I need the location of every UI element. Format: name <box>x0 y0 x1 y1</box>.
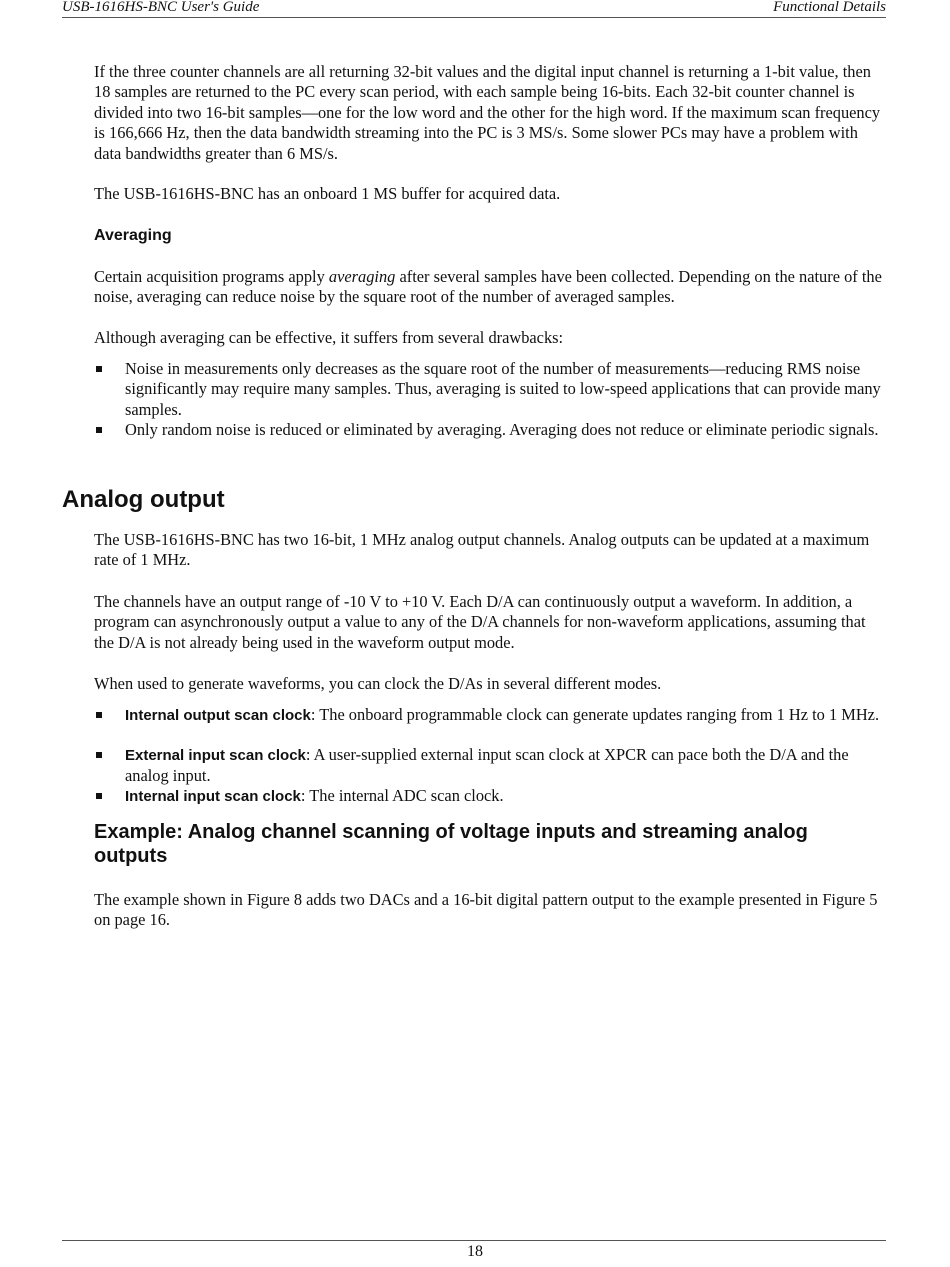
averaging-bullet-2 <box>125 420 885 440</box>
bullet-square-icon <box>96 427 102 433</box>
analog-output-bullet-3 <box>125 786 885 807</box>
analog-output-paragraph-2: The channels have an output range of -10 V to +10 V. Each D/A can continuously output a waveform. In addition, a program can asynchronously output a value to any of the D/A channels for non-waveform applications, assuming that the D/A is not already being used in the waveform output mode. <box>94 592 866 652</box>
header-section-title: Functional Details <box>773 0 886 15</box>
averaging-p1-text-b: after several samples have been collected. Depending on the nature of the noise, averaging can reduce noise by the square root of the number of averaged samples. <box>94 267 882 307</box>
analog-output-heading: Analog output <box>62 486 225 513</box>
averaging-bullet-1 <box>125 359 885 420</box>
bullet-square-icon <box>96 712 102 718</box>
footer-divider <box>62 1240 886 1241</box>
analog-output-bullet-3-term: Internal input scan clock <box>125 788 301 805</box>
bullet-square-icon <box>96 752 102 758</box>
intro-paragraph-1: If the three counter channels are all returning 32-bit values and the digital input channel is returning a 1-bit value, then 18 samples are returned to the PC every scan period, with each sample being 16-bits. Each 32-bit counter channel is divided into two 16-bit samples—one for the low word and the other for the high word. If the maximum scan frequency is 166,666 Hz, then the data bandwidth streaming into the PC is 3 MS/s. Some slower PCs may have a problem with data bandwidths greater than 6 MS/s. <box>94 62 881 163</box>
analog-output-bullet-1-term: Internal output scan clock <box>125 707 311 724</box>
analog-output-bullet-3-text: : The internal ADC scan clock. <box>300 786 504 805</box>
intro-paragraph-2: The USB-1616HS-BNC has an onboard 1 MS buffer for acquired data. <box>94 184 561 203</box>
page-number: 18 <box>467 1243 483 1260</box>
averaging-bullet-1-text: Noise in measurements only decreases as the square root of the number of measurements—reducing RMS noise significantly may require many samples. Thus, averaging is suited to low-speed applications that can provide many samples. <box>125 359 881 419</box>
header-document-title: USB-1616HS-BNC User's Guide <box>62 0 260 15</box>
averaging-paragraph-2: Although averaging can be effective, it suffers from several drawbacks: <box>94 328 564 347</box>
averaging-p1-text-a: Certain acquisition programs apply <box>94 267 329 286</box>
analog-output-bullet-2-text: : A user-supplied external input scan clock at XPCR can pace both the D/A and the analog input. <box>125 745 849 786</box>
analog-output-paragraph-3: When used to generate waveforms, you can clock the D/As in several different modes. <box>94 674 662 693</box>
analog-output-paragraph-1: The USB-1616HS-BNC has two 16-bit, 1 MHz analog output channels. Analog outputs can be updated at a maximum rate of 1 MHz. <box>94 530 870 570</box>
analog-output-bullet-1-text: : The onboard programmable clock can generate updates ranging from 1 Hz to 1 MHz. <box>310 705 880 724</box>
averaging-heading: Averaging <box>94 227 172 244</box>
example-paragraph-1: The example shown in Figure 8 adds two DACs and a 16-bit digital pattern output to the example presented in Figure 5 on page 16. <box>94 890 878 930</box>
analog-output-bullet-2-term: External input scan clock <box>125 747 306 764</box>
page-header <box>62 0 886 18</box>
averaging-bullet-2-text: Only random noise is reduced or eliminated by averaging. Averaging does not reduce or eliminate periodic signals. <box>125 420 879 439</box>
bullet-square-icon <box>96 366 102 372</box>
bullet-square-icon <box>96 793 102 799</box>
averaging-p1-emphasis: averaging <box>328 267 396 286</box>
example-heading: Example: Analog channel scanning of voltage inputs and streaming analog outputs <box>94 821 808 867</box>
analog-output-bullet-1 <box>125 705 885 726</box>
averaging-paragraph-1 <box>94 267 886 308</box>
analog-output-bullet-2 <box>125 745 885 787</box>
